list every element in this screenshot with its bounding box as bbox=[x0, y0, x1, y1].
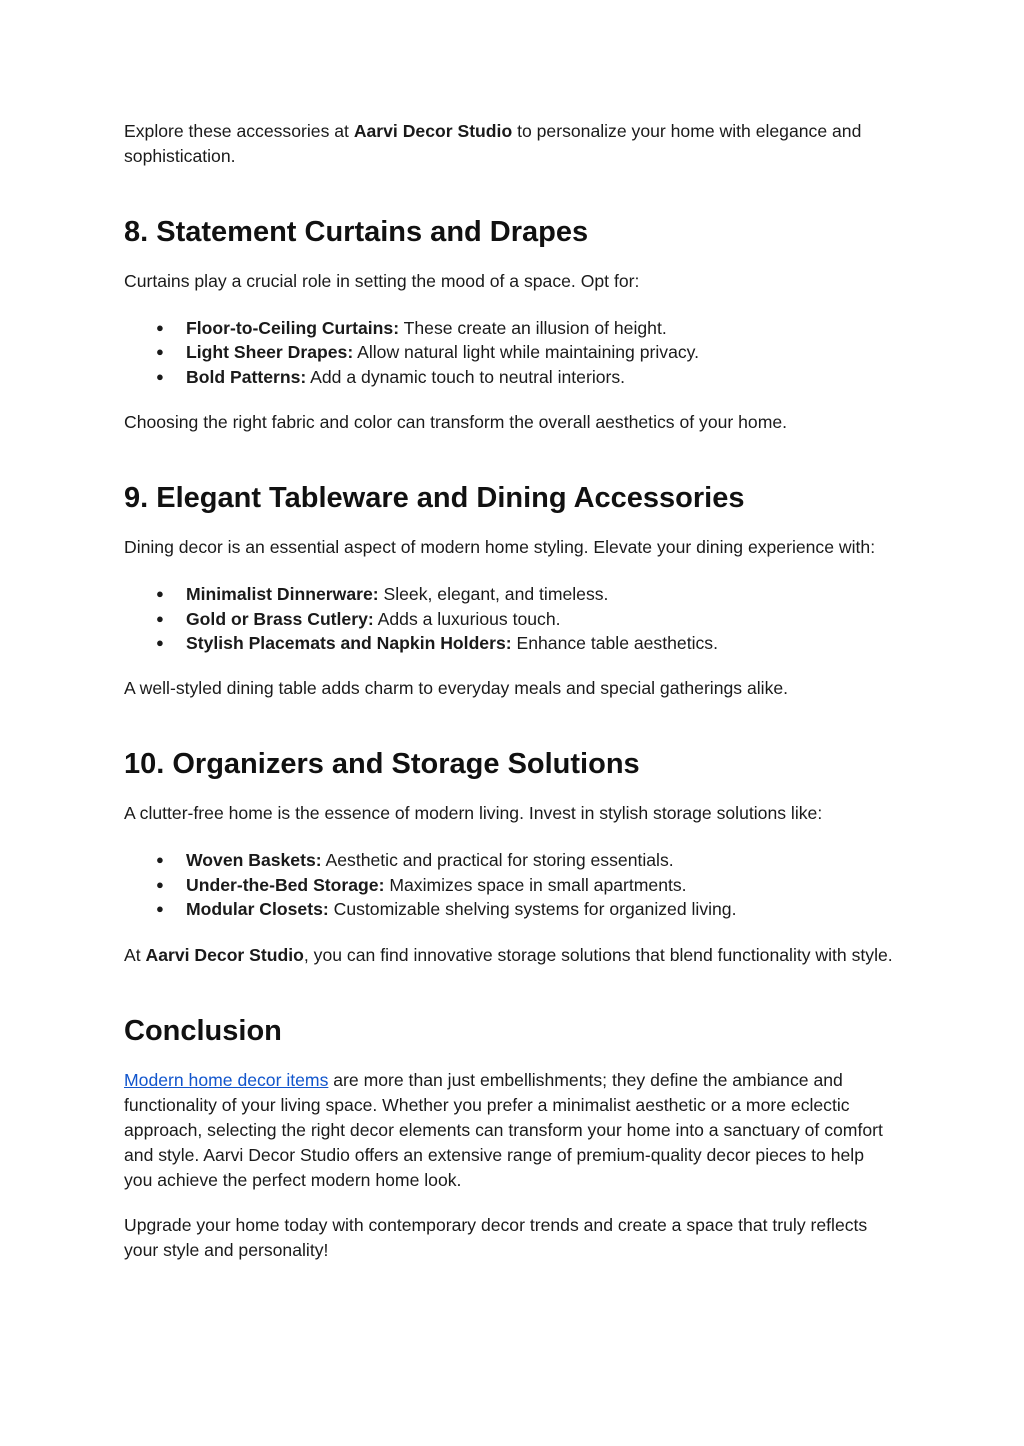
item-term: Woven Baskets: bbox=[186, 850, 322, 871]
section-9-heading: 9. Elegant Tableware and Dining Accessories bbox=[124, 482, 745, 515]
document-page bbox=[124, 119, 894, 1263]
list-item bbox=[124, 340, 894, 364]
bullet-icon: ● bbox=[156, 635, 164, 651]
section-9-list bbox=[124, 582, 894, 655]
bullet-icon: ● bbox=[156, 586, 164, 602]
section-10-list bbox=[124, 848, 894, 921]
item-desc: Customizable shelving systems for organized living. bbox=[328, 899, 737, 920]
item-term: Light Sheer Drapes: bbox=[186, 342, 354, 363]
bullet-icon: ● bbox=[156, 344, 164, 360]
brand-name: Aarvi Decor Studio bbox=[145, 944, 304, 965]
list-item bbox=[124, 607, 894, 631]
item-desc: Aesthetic and practical for storing essentials. bbox=[321, 850, 674, 871]
conclusion-paragraph-2: Upgrade your home today with contemporary decor trends and create a space that truly reflects your style and personality! bbox=[124, 1214, 868, 1260]
bullet-icon: ● bbox=[156, 901, 164, 917]
intro-text-end: to personalize your home with elegance and sophistication. bbox=[124, 121, 862, 166]
bullet-icon: ● bbox=[156, 610, 164, 626]
section-8-list bbox=[124, 316, 894, 389]
section-10-heading: 10. Organizers and Storage Solutions bbox=[124, 748, 640, 781]
item-term: Bold Patterns: bbox=[186, 366, 307, 387]
item-desc: These create an illusion of height. bbox=[399, 318, 667, 338]
conclusion-heading: Conclusion bbox=[124, 1014, 282, 1047]
modern-home-decor-link[interactable]: Modern home decor items bbox=[124, 1069, 329, 1090]
bullet-icon: ● bbox=[156, 320, 164, 335]
item-desc: Maximizes space in small apartments. bbox=[384, 874, 687, 895]
section-8-heading: 8. Statement Curtains and Drapes bbox=[124, 216, 589, 248]
section-8-closing: Choosing the right fabric and color can transform the overall aesthetics of your home. bbox=[124, 412, 788, 433]
brand-name: Aarvi Decor Studio bbox=[353, 121, 513, 141]
list-item bbox=[124, 631, 894, 655]
section-9-lead: Dining decor is an essential aspect of modern home styling. Elevate your dining experience with: bbox=[124, 537, 876, 558]
intro-paragraph bbox=[124, 119, 894, 169]
closing-text-end: , you can find innovative storage solutions that blend functionality with style. bbox=[303, 944, 893, 965]
item-term: Gold or Brass Cutlery: bbox=[186, 608, 374, 629]
list-item bbox=[124, 316, 894, 340]
item-desc: Allow natural light while maintaining privacy. bbox=[353, 342, 700, 363]
section-8-lead: Curtains play a crucial role in setting the mood of a space. Opt for: bbox=[124, 271, 640, 291]
item-desc: Sleek, elegant, and timeless. bbox=[378, 584, 609, 605]
item-term: Under-the-Bed Storage: bbox=[186, 874, 385, 895]
section-10-closing bbox=[124, 943, 894, 968]
section-10-lead: A clutter-free home is the essence of modern living. Invest in stylish storage solutions like: bbox=[124, 803, 823, 824]
item-desc: Adds a luxurious touch. bbox=[373, 608, 561, 629]
bullet-icon: ● bbox=[156, 852, 164, 868]
bullet-icon: ● bbox=[156, 368, 164, 384]
item-term: Stylish Placemats and Napkin Holders: bbox=[186, 633, 512, 654]
closing-text-start: At bbox=[124, 944, 146, 965]
list-item bbox=[124, 848, 894, 872]
item-term: Floor-to-Ceiling Curtains: bbox=[186, 318, 400, 338]
intro-text-start: Explore these accessories at bbox=[124, 121, 354, 141]
list-item bbox=[124, 582, 894, 606]
list-item bbox=[124, 365, 894, 389]
conclusion-paragraph-1 bbox=[124, 1068, 894, 1193]
item-term: Modular Closets: bbox=[186, 899, 329, 920]
item-term: Minimalist Dinnerware: bbox=[186, 584, 379, 605]
section-9-closing: A well-styled dining table adds charm to everyday meals and special gatherings alike. bbox=[124, 678, 789, 699]
item-desc: Add a dynamic touch to neutral interiors. bbox=[306, 366, 626, 387]
conclusion-text: are more than just embellishments; they define the ambiance and functionality of your living space. Whether you prefer a minimalist aesthetic or a more eclectic approach, selecting the right decor elements can transform your home into a sanctuary of comfort and style. Aarvi Decor Studio offers an extensive range of premium-quality decor pieces to help you achieve the perfect modern home look. bbox=[124, 1069, 883, 1190]
list-item bbox=[124, 897, 894, 921]
bullet-icon: ● bbox=[156, 876, 164, 892]
list-item bbox=[124, 873, 894, 897]
item-desc: Enhance table aesthetics. bbox=[511, 633, 718, 654]
